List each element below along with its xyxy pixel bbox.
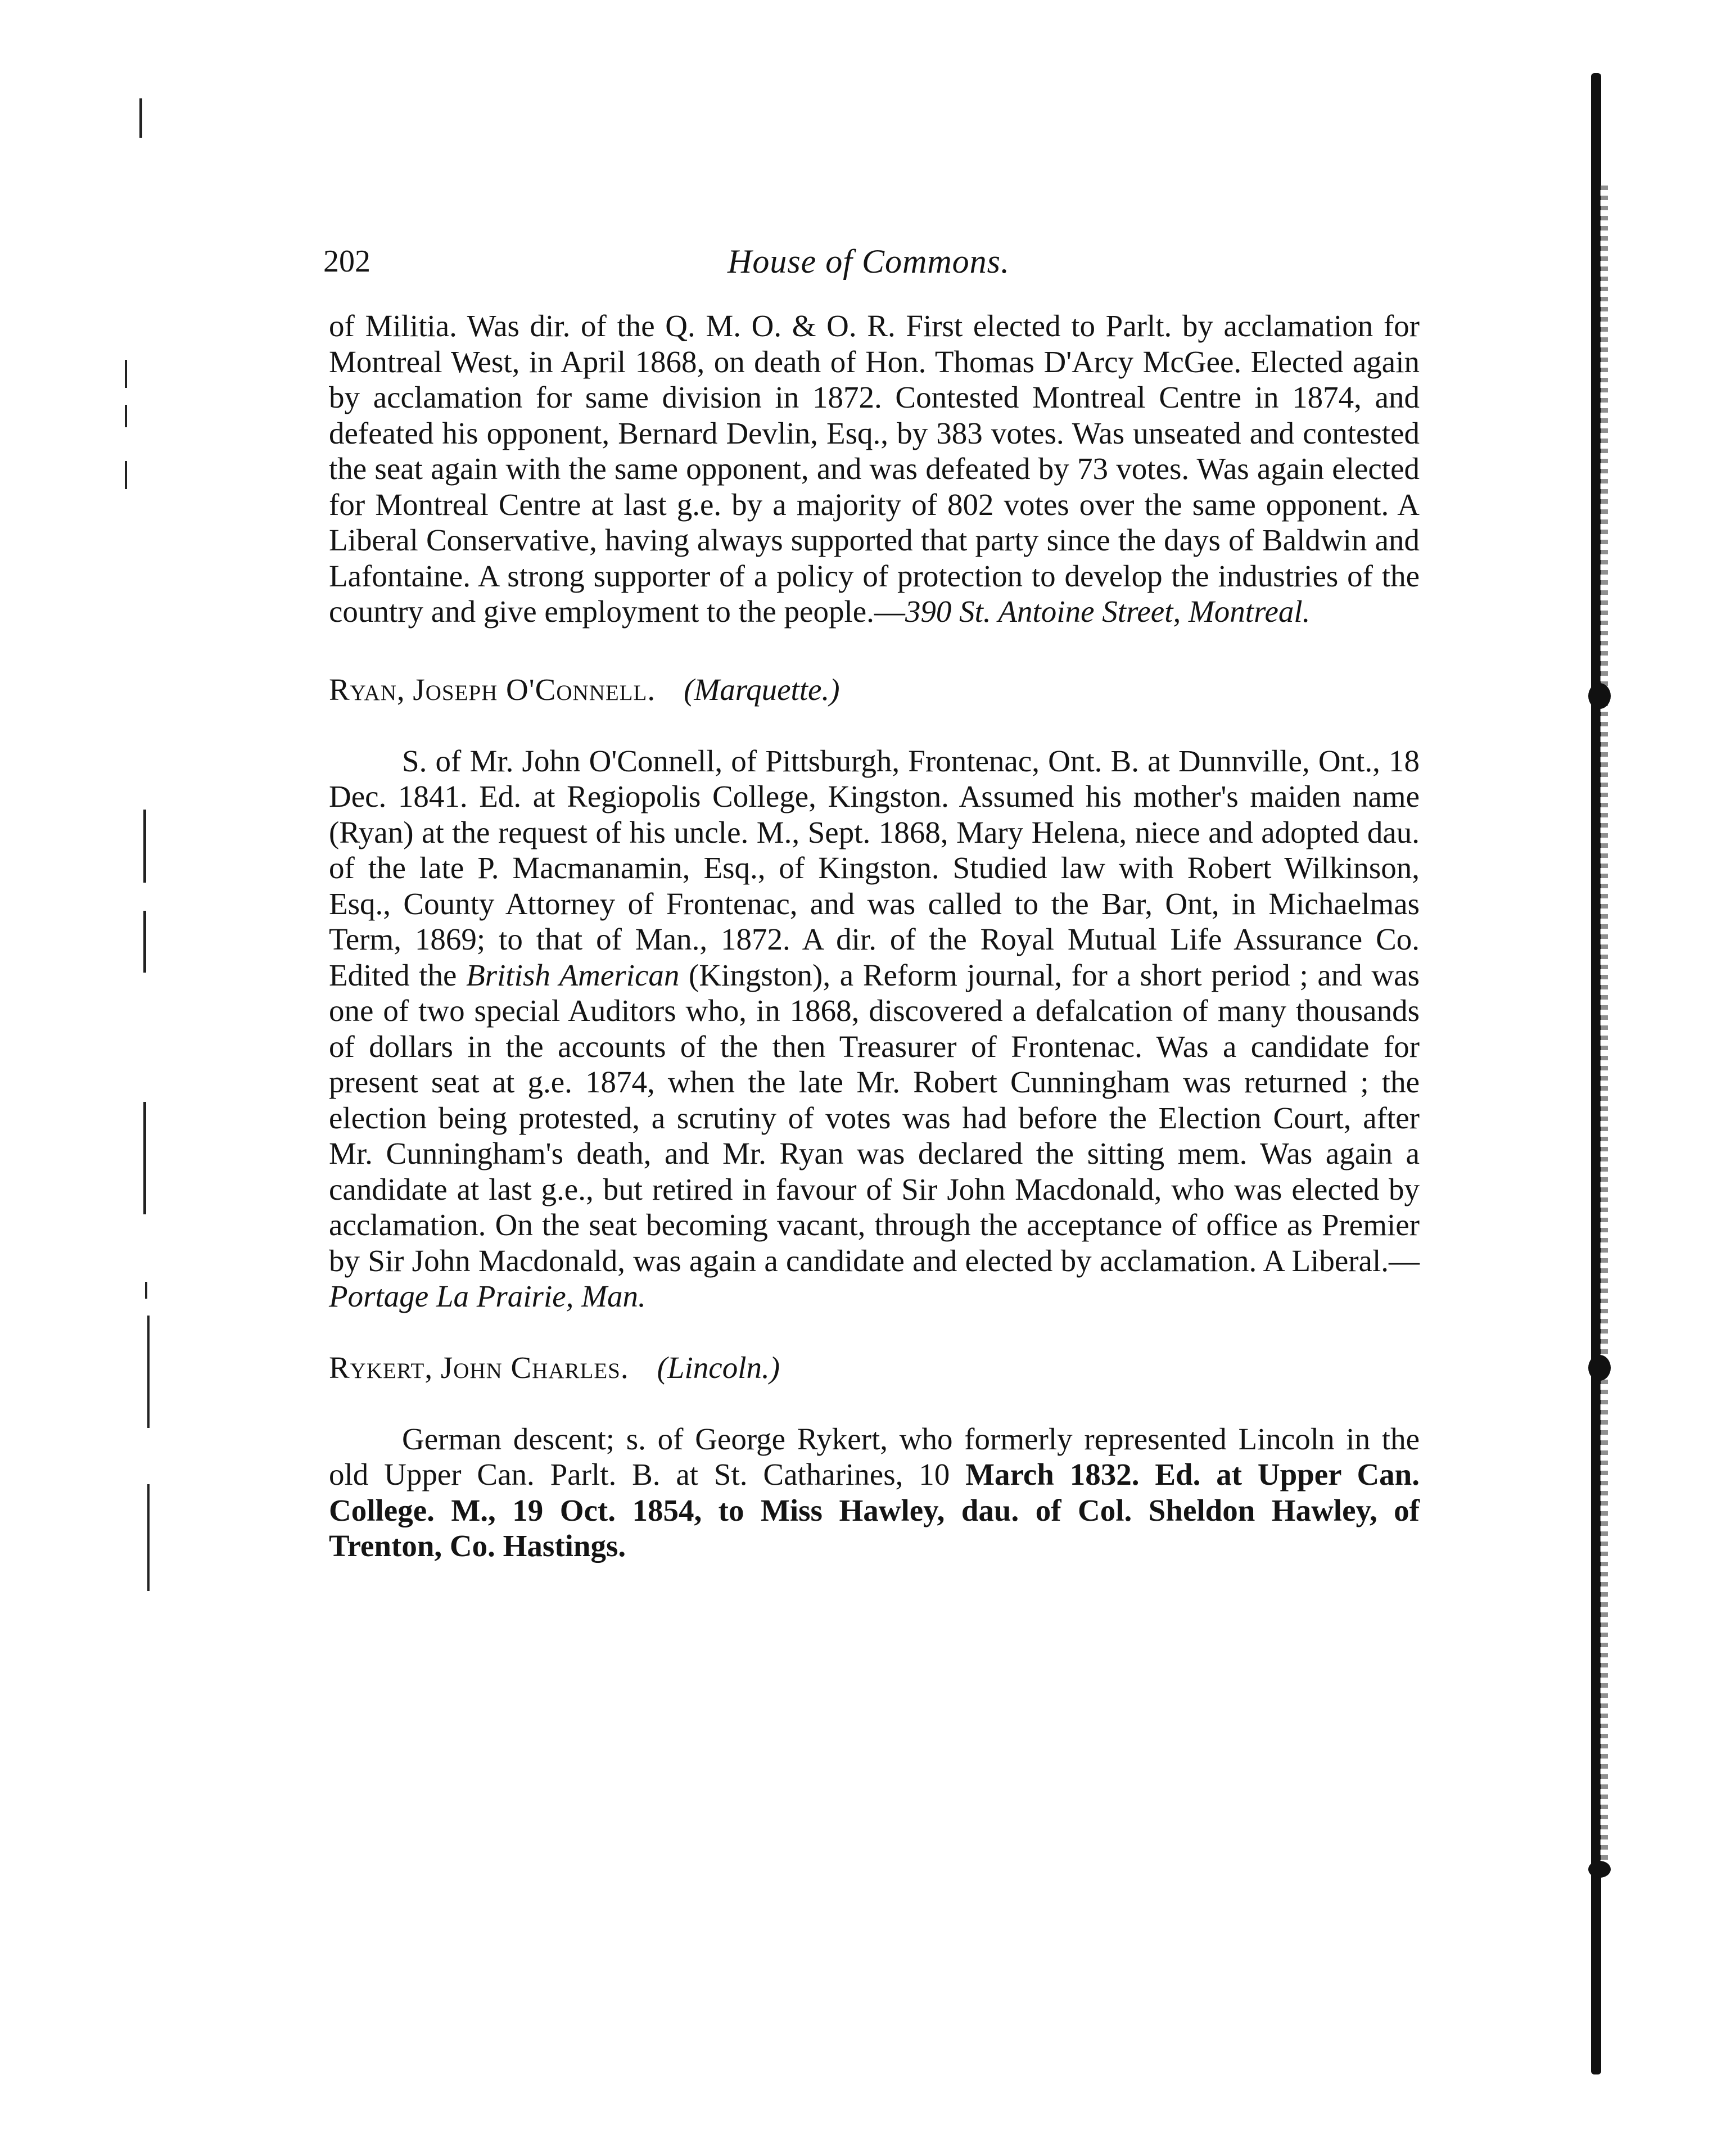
margin-speck (125, 461, 127, 489)
entry-given-names: Joseph O'Connell. (413, 672, 656, 707)
margin-speck (143, 1102, 146, 1214)
entry-bold-text: March 1832. Ed. at Upper Can. College. M., 19 Oct. 1854, to Miss Hawley, dau. of Col. Sheldon Hawley, of Trenton, Co. Hastings. (329, 1457, 1420, 1563)
entry-surname: Ryan, (329, 672, 405, 707)
entry-text: S. of Mr. John O'Connell, of Pittsburgh, Frontenac, Ont. B. at Dunnville, Ont., 18 Dec. 1841. Ed. at Regiopolis College, Kingston. Assumed his mother's maiden name (Ryan) at the request of his uncle. M., Sept. 1868, Mary Helena, niece and adopted dau. of the late P. Macmanamin, Esq., of Kingston. Studied law with Robert Wilkinson, Esq., County Attorney of Frontenac, and was called to the Bar, Ont, in Michaelmas Term, 1869; to that of Man., 1872. A dir. of the Royal Mutual Life Assurance Co. Edited the (329, 743, 1420, 992)
margin-speck (145, 1282, 147, 1299)
continued-entry-paragraph (329, 308, 1420, 630)
margin-speck (143, 810, 146, 883)
margin-speck (139, 98, 142, 138)
entry-paragraph-ryan (329, 743, 1420, 1314)
page-header (323, 239, 1414, 284)
entry-riding: (Marquette.) (684, 672, 840, 707)
page-body (329, 308, 1420, 1564)
running-head: House of Commons. (727, 243, 1010, 280)
entry-heading-ryan (329, 636, 1420, 743)
binding-edge-texture (1600, 186, 1608, 1872)
page-number: 202 (323, 244, 370, 279)
entry-heading-rykert (329, 1314, 1420, 1421)
binding-clip (1588, 683, 1611, 709)
binding-clip (1588, 1355, 1611, 1381)
margin-speck (143, 911, 146, 973)
margin-speck (147, 1484, 150, 1591)
entry-riding: (Lincoln.) (657, 1350, 780, 1385)
margin-speck (125, 360, 127, 388)
entry-given-names: John Charles. (440, 1350, 629, 1385)
entry-paragraph-rykert (329, 1421, 1420, 1564)
continued-entry-address: 390 St. Antoine Street, Montreal. (905, 594, 1311, 629)
entry-surname: Rykert, (329, 1350, 433, 1385)
entry-italic-title: British American (466, 957, 680, 992)
continued-entry-text: of Militia. Was dir. of the Q. M. O. & O. R. First elected to Parlt. by acclamation for Montreal West, in April 1868, on death of Hon. Thomas D'Arcy McGee. Elected again by acclamation for same division in 1872. Contested Montreal Centre in 1874, and defeated his opponent, Bernard Devlin, Esq., by 383 votes. Was unseated and contested the seat again with the same opponent, and was defeated by 73 votes. Was again elected for Montreal Centre at last g.e. by a majority of 802 votes over the same opponent. A Liberal Conservative, having always supported that party since the days of Baldwin and Lafontaine. A strong supporter of a policy of protection to develop the industries of the country and give employment to the people.— (329, 309, 1420, 629)
margin-speck (147, 1316, 150, 1428)
entry-address: Portage La Prairie, Man. (329, 1279, 646, 1313)
binding-clip (1588, 1861, 1611, 1878)
margin-speck (125, 405, 127, 427)
entry-text-continued: (Kingston), a Reform journal, for a short period ; and was one of two special Auditors who, in 1868, discovered a defalcation of many thousands of dollars in the accounts of the then Treasurer of Frontenac. Was a candidate for present seat at g.e. 1874, when the late Mr. Robert Cunningham was returned ; the election being protested, a scrutiny of votes was had before the Election Court, after Mr. Cunningham's death, and Mr. Ryan was declared the sitting mem. Was again a candidate at last g.e., but retired in favour of Sir John Macdonald, who was elected by acclamation. On the seat becoming vacant, through the acceptance of office as Premier by Sir John Macdonald, was again a candidate and elected by acclamation. A Liberal.— (329, 957, 1420, 1278)
entry-text: German descent; s. of George Rykert, who formerly represented Lincoln in the old Upper Can. Parlt. B. at St. Catharines, 10 (329, 1421, 1420, 1491)
